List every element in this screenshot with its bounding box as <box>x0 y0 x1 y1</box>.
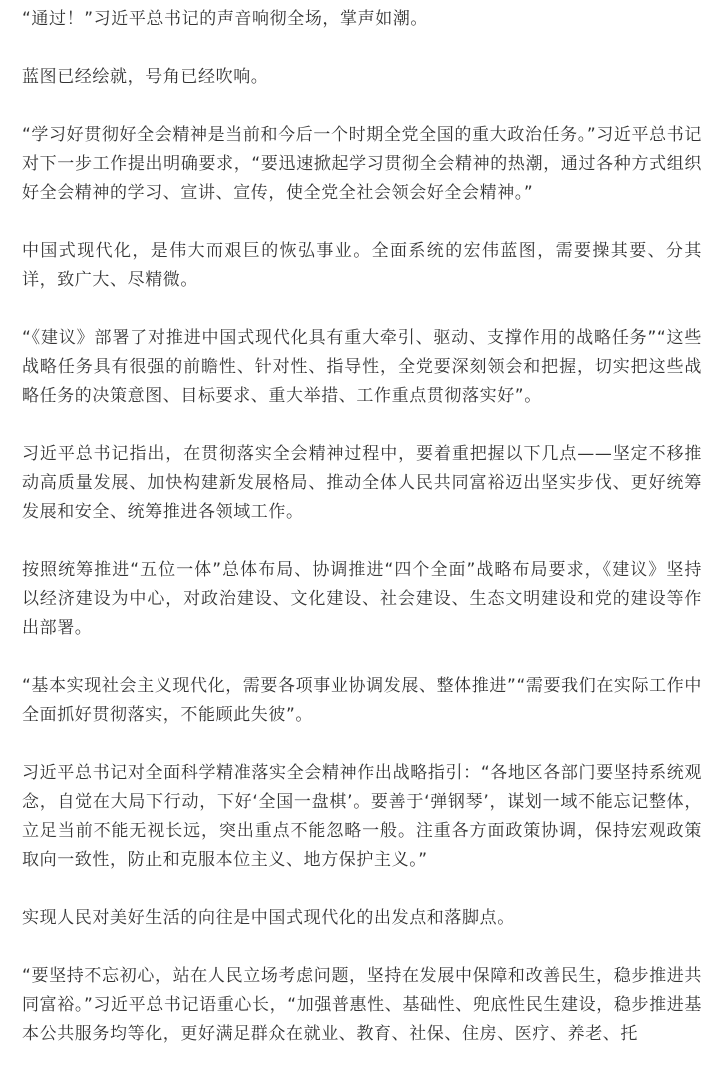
article-body <box>22 0 702 1078</box>
article-paragraph-8: “基本实现社会主义现代化，需要各项事业协调发展、整体推进”“需要我们在实际工作中全面抓好贯彻落实，不能顾此失彼”。 <box>22 676 702 725</box>
article-paragraph-10: 实现人民对美好生活的向往是中国式现代化的出发点和落脚点。 <box>22 908 515 928</box>
article-paragraph-7: 按照统筹推进“五位一体”总体布局、协调推进“四个全面”战略布局要求，《建议》坚持以经济建设为中心，对政治建设、文化建设、社会建设、生态文明建设和党的建设等作出部署。 <box>22 560 702 638</box>
article-paragraph-6: 习近平总书记指出，在贯彻落实全会精神过程中，要着重把握以下几点——坚定不移推动高质量发展、加快构建新发展格局、推动全体人民共同富裕迈出坚实步伐、更好统筹发展和安全、统筹推进各领域工作。 <box>22 444 702 522</box>
article-paragraph-1: “通过！”习近平总书记的声音响彻全场，掌声如潮。 <box>22 9 429 29</box>
article-paragraph-5: “《建议》部署了对推进中国式现代化具有重大牵引、驱动、支撑作用的战略任务”“这些战略任务具有很强的前瞻性、针对性、指导性，全党要深刻领会和把握，切实把这些战略任务的决策意图、目标要求、重大举措、工作重点贯彻落实好”。 <box>22 328 702 406</box>
article-paragraph-9: 习近平总书记对全面科学精准落实全会精神作出战略指引：“各地区各部门要坚持系统观念，自觉在大局下行动，下好‘全国一盘棋’。要善于‘弹钢琴’，谋划一域不能忘记整体，立足当前不能无视长远，突出重点不能忽略一般。注重各方面政策协调，保持宏观政策取向一致性，防止和克服本位主义、地方保护主义。” <box>22 763 702 870</box>
article-paragraph-2: 蓝图已经绘就，号角已经吹响。 <box>22 67 269 87</box>
article-paragraph-4: 中国式现代化，是伟大而艰巨的恢弘事业。全面系统的宏伟蓝图，需要操其要、分其详，致广大、尽精微。 <box>22 241 702 290</box>
article-paragraph-11: “要坚持不忘初心，站在人民立场考虑问题，坚持在发展中保障和改善民生，稳步推进共同富裕。”习近平总书记语重心长，“加强普惠性、基础性、兜底性民生建设，稳步推进基本公共服务均等化，更好满足群众在就业、教育、社保、住房、医疗、养老、托 <box>22 966 702 1044</box>
article-paragraph-3: “学习好贯彻好全会精神是当前和今后一个时期全党全国的重大政治任务。”习近平总书记对下一步工作提出明确要求，“要迅速掀起学习贯彻全会精神的热潮，通过各种方式组织好全会精神的学习、宣讲、宣传，使全党全社会领会好全会精神。” <box>22 125 702 203</box>
